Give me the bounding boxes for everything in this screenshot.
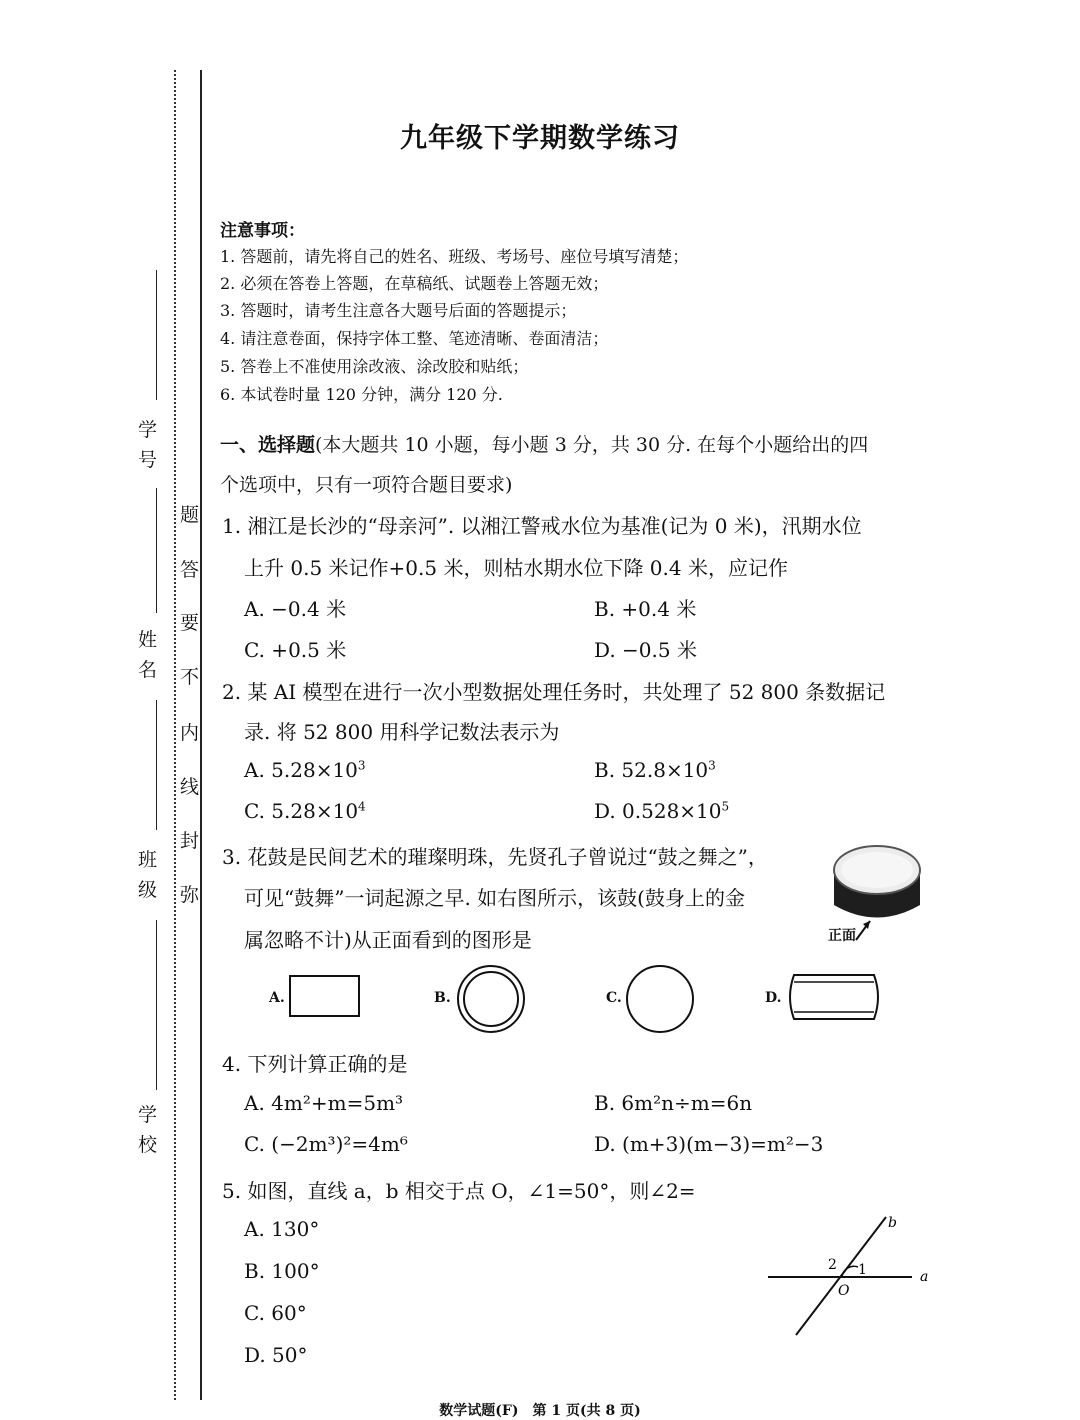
q3-choice-a-rectangle bbox=[288, 973, 362, 1019]
q3-stem-line1: 3. 花鼓是民间艺术的璀璨明珠，先贤孔子曾说过“鼓之舞之”， bbox=[222, 845, 768, 869]
student-id-label: 学号 bbox=[138, 419, 158, 471]
label-angle-1: 1 bbox=[858, 1262, 867, 1278]
seal-char: 线 bbox=[180, 776, 200, 798]
seal-char: 要 bbox=[180, 612, 200, 634]
student-id-blank bbox=[156, 270, 157, 400]
page-title: 九年级下学期数学练习 bbox=[400, 123, 680, 154]
q1-stem-line1: 1. 湘江是长沙的“母亲河”. 以湘江警戒水位为基准(记为 0 米)，汛期水位 bbox=[222, 514, 862, 538]
q2-option-a: A. $5.28\times 10^3$ bbox=[244, 758, 366, 782]
q2-option-b: B. $52.8\times 10^3$ bbox=[594, 758, 716, 782]
q3-stem-line2: 可见“鼓舞”一词起源之早. 如右图所示，该鼓(鼓身上的金 bbox=[244, 886, 745, 910]
seal-char: 答 bbox=[180, 559, 200, 581]
q3-choice-d-label: D. bbox=[765, 990, 782, 1006]
q3-choice-b-label: B. bbox=[434, 990, 451, 1006]
note-item: 4. 请注意卷面，保持字体工整、笔迹清晰、卷面清洁； bbox=[220, 329, 609, 348]
q1-option-d: D. −0.5 米 bbox=[594, 638, 697, 662]
class-label: 班级 bbox=[138, 849, 158, 901]
q5-option-a: A. 130° bbox=[244, 1217, 320, 1241]
label-angle-2: 2 bbox=[828, 1257, 837, 1273]
section-heading-bold: 一、选择题 bbox=[220, 434, 316, 456]
label-a: a bbox=[920, 1269, 929, 1285]
seal-char: 题 bbox=[180, 504, 200, 526]
q1-stem-line2: 上升 0.5 米记作+0.5 米，则枯水期水位下降 0.4 米，应记作 bbox=[244, 556, 788, 580]
label-b: b bbox=[888, 1215, 897, 1231]
q1-option-b: B. +0.4 米 bbox=[594, 597, 697, 621]
angle-arc bbox=[842, 1266, 858, 1277]
seal-char: 封 bbox=[180, 830, 200, 852]
q4-option-c: C. (−2m³)²=4m⁶ bbox=[244, 1132, 408, 1156]
q2-stem-line2: 录. 将 52 800 用科学记数法表示为 bbox=[244, 720, 560, 744]
q4-option-a: A. 4m²+m=5m³ bbox=[244, 1091, 404, 1115]
q4-option-d: D. (m+3)(m−3)=m²−3 bbox=[594, 1132, 824, 1156]
q5-option-c: C. 60° bbox=[244, 1301, 307, 1325]
note-item: 5. 答卷上不准使用涂改液、涂改胶和贴纸； bbox=[220, 357, 529, 376]
note-item: 2. 必须在答卷上答题，在草稿纸、试题卷上答题无效； bbox=[220, 274, 609, 293]
q4-option-b: B. 6m²n÷m=6n bbox=[594, 1091, 753, 1115]
name-label: 姓名 bbox=[138, 629, 158, 681]
q3-stem-line3: 属忽略不计)从正面看到的图形是 bbox=[244, 928, 532, 952]
school-blank bbox=[156, 920, 157, 1090]
notes-heading: 注意事项： bbox=[220, 221, 305, 241]
section-heading bbox=[220, 430, 868, 457]
q3-choice-d-drum-shape bbox=[786, 971, 882, 1023]
q3-choice-b-double-circle bbox=[455, 963, 527, 1035]
note-item: 1. 答题前，请先将自己的姓名、班级、考场号、座位号填写清楚； bbox=[220, 247, 689, 266]
class-blank bbox=[156, 700, 157, 830]
note-item: 3. 答题时，请考生注意各大题号后面的答题提示； bbox=[220, 301, 577, 320]
q3-choice-c-label: C. bbox=[606, 990, 622, 1006]
q3-choice-c-circle bbox=[624, 963, 696, 1035]
section-heading-rest: (本大题共 10 小题，每小题 3 分，共 30 分. 在每个小题给出的四 bbox=[315, 434, 869, 456]
name-blank bbox=[156, 488, 157, 613]
q3-choice-a-label: A. bbox=[269, 990, 285, 1006]
q2-option-c: C. $5.28\times 10^4$ bbox=[244, 799, 366, 823]
note-item: 6. 本试卷时量 120 分钟，满分 120 分. bbox=[220, 385, 503, 404]
school-label: 学校 bbox=[138, 1104, 158, 1156]
page-footer: 数学试题(F) 第 1 页(共 8 页) bbox=[439, 1403, 641, 1419]
q4-stem: 4. 下列计算正确的是 bbox=[222, 1052, 408, 1076]
drum-front-label: 正面 bbox=[828, 928, 856, 944]
binding-dotted-line bbox=[174, 70, 176, 1400]
seal-char: 不 bbox=[180, 666, 200, 688]
drum-top-inner bbox=[841, 852, 913, 888]
section-heading-line2: 个选项中，只有一项符合题目要求) bbox=[220, 474, 513, 496]
q5-stem: 5. 如图，直线 a，b 相交于点 O，∠1=50°，则∠2= bbox=[222, 1179, 696, 1203]
q5-option-b: B. 100° bbox=[244, 1259, 320, 1283]
q2-stem-line1: 2. 某 AI 模型在进行一次小型数据处理任务时，共处理了 52 800 条数据记 bbox=[222, 680, 886, 704]
q1-option-c: C. +0.5 米 bbox=[244, 638, 347, 662]
q5-option-d: D. 50° bbox=[244, 1343, 308, 1367]
q1-option-a: A. −0.4 米 bbox=[244, 597, 347, 621]
q5-intersecting-lines-figure bbox=[760, 1205, 940, 1345]
binding-solid-line bbox=[200, 70, 202, 1400]
label-O: O bbox=[838, 1283, 850, 1299]
seal-char: 弥 bbox=[180, 884, 200, 906]
q2-option-d: D. $0.528\times 10^5$ bbox=[594, 799, 730, 823]
seal-char: 内 bbox=[180, 722, 200, 744]
